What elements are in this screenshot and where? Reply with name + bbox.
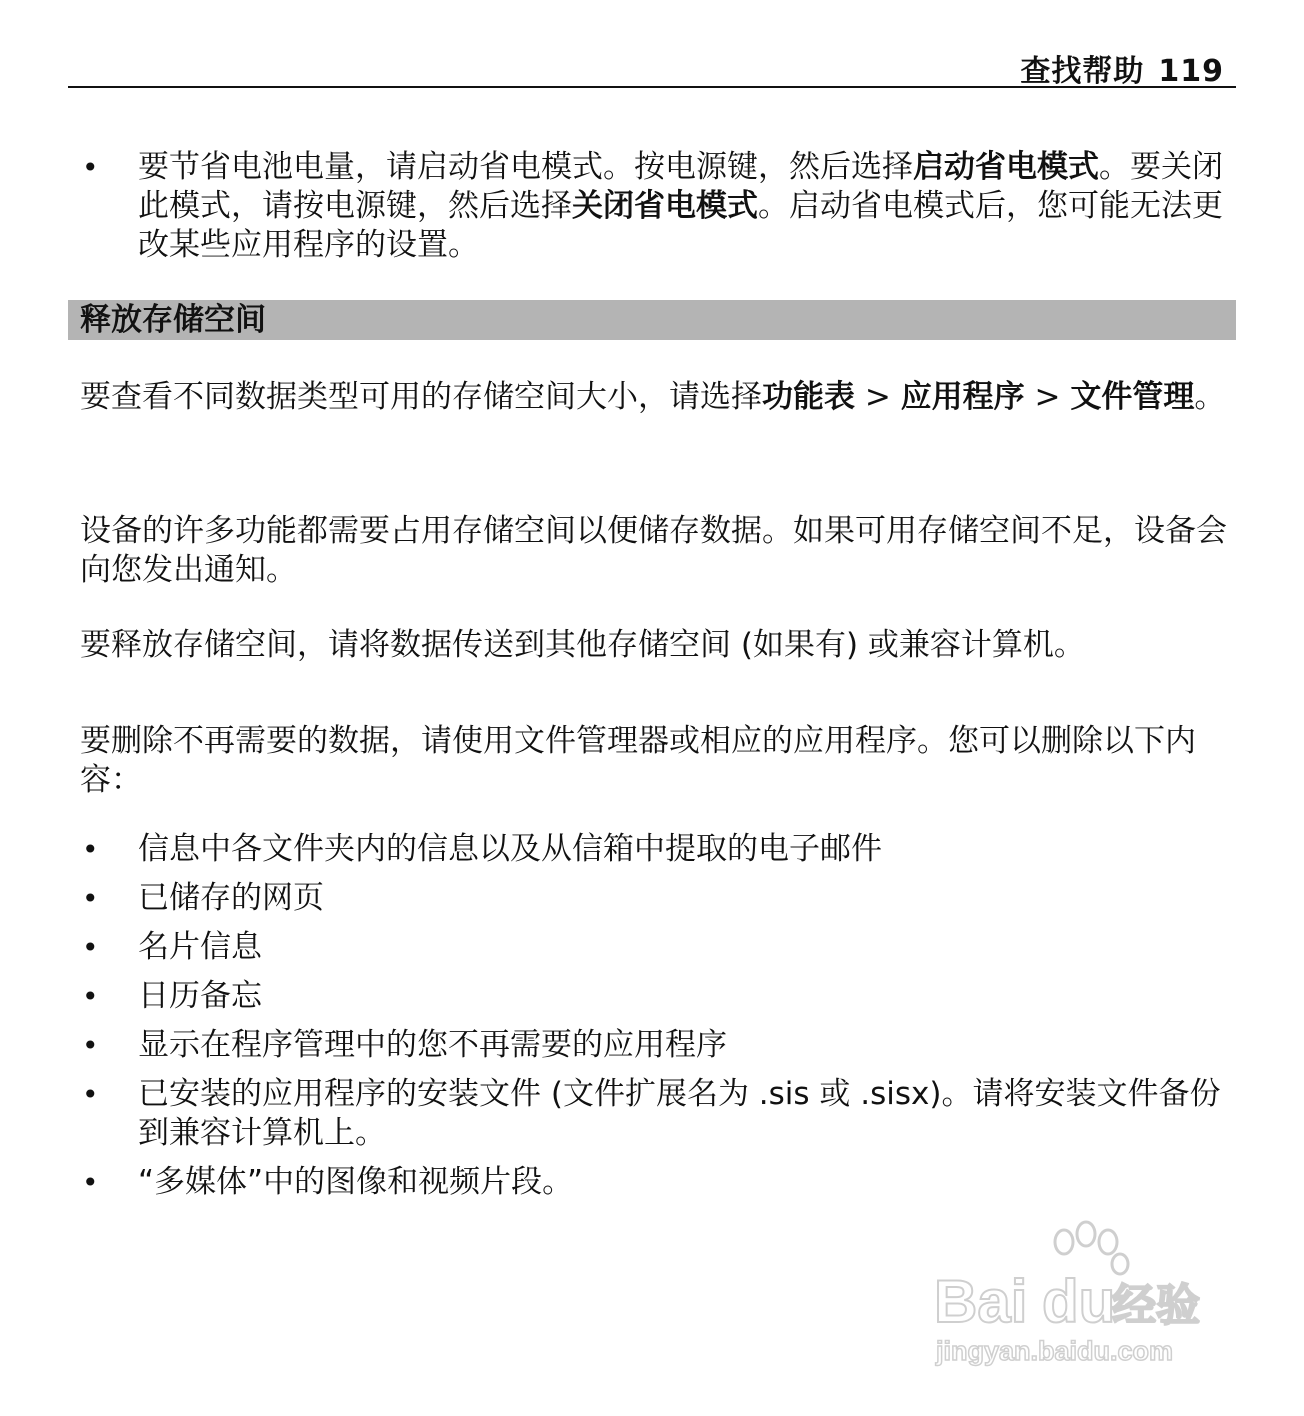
list-item	[80, 1026, 1230, 1065]
bullet-icon: •	[82, 1078, 99, 1111]
menu-sep-2: >	[1024, 379, 1071, 415]
list-item-text: 已储存的网页	[138, 880, 324, 916]
list-item	[80, 928, 1230, 967]
intro-bold-1: 启动省电模式	[913, 149, 1099, 185]
list-item	[80, 148, 1230, 265]
list-item-text: 已安装的应用程序的安装文件 (文件扩展名为 .sis 或 .sisx)。请将安装文件备份到兼容计算机上。	[138, 1076, 1221, 1151]
menu-path-1: 功能表	[762, 379, 855, 415]
watermark-url: jingyan.baidu.com	[936, 1336, 1174, 1366]
baidu-watermark-logo	[924, 1220, 1224, 1370]
bullet-icon: •	[82, 882, 99, 915]
menu-sep-1: >	[855, 379, 901, 415]
paragraph-storage-view	[80, 378, 1230, 417]
intro-bullet	[80, 148, 1230, 265]
para1-end: 。	[1194, 379, 1226, 415]
paragraph-storage-need: 设备的许多功能都需要占用存储空间以便储存数据。如果可用存储空间不足，设备会向您发出通知。	[80, 513, 1227, 588]
watermark-brand-cn: 经验	[1112, 1280, 1200, 1331]
intro-text-2: 。要关闭此模式，请按电源键，然后选择	[138, 149, 1223, 224]
deletable-items-list	[80, 830, 1230, 1212]
intro-text-3: 。启动省电模式后，您可能无法更改某些应用程序的设置。	[138, 188, 1223, 263]
bullet-icon: •	[82, 151, 99, 184]
list-item	[80, 977, 1230, 1016]
bullet-icon: •	[82, 1166, 99, 1199]
page-number: 119	[1158, 54, 1224, 89]
list-item-text: 日历备忘	[138, 978, 262, 1014]
menu-path-2: 应用程序	[900, 379, 1025, 415]
page-header	[68, 40, 1236, 88]
bullet-icon: •	[82, 833, 99, 866]
list-item-text: “多媒体”中的图像和视频片段。	[138, 1164, 574, 1200]
bullet-icon: •	[82, 980, 99, 1013]
header-text	[1020, 46, 1224, 90]
list-item-text: 显示在程序管理中的您不再需要的应用程序	[138, 1027, 727, 1063]
bullet-icon: •	[82, 931, 99, 964]
intro-bold-2: 关闭省电模式	[572, 188, 758, 224]
list-item-text: 名片信息	[138, 929, 262, 965]
paragraph-free-storage: 要释放存储空间，请将数据传送到其他存储空间 (如果有) 或兼容计算机。	[80, 627, 1085, 663]
list-item	[80, 830, 1230, 869]
list-item	[80, 1075, 1230, 1153]
bullet-icon: •	[82, 1029, 99, 1062]
list-item	[80, 1163, 1230, 1202]
intro-text-1: 要节省电池电量，请启动省电模式。按电源键，然后选择	[138, 149, 913, 185]
watermark-brand: Bai	[934, 1268, 1028, 1335]
section-heading: 释放存储空间	[68, 300, 1236, 340]
menu-path-3: 文件管理	[1070, 379, 1195, 415]
header-title: 查找帮助	[1020, 54, 1145, 89]
list-item-text: 信息中各文件夹内的信息以及从信箱中提取的电子邮件	[138, 831, 882, 867]
watermark-brand-2: du	[1042, 1268, 1116, 1335]
paragraph-delete-data: 要删除不再需要的数据，请使用文件管理器或相应的应用程序。您可以删除以下内容：	[80, 723, 1196, 798]
list-item	[80, 879, 1230, 918]
para1-text: 要查看不同数据类型可用的存储空间大小，请选择	[80, 379, 762, 415]
